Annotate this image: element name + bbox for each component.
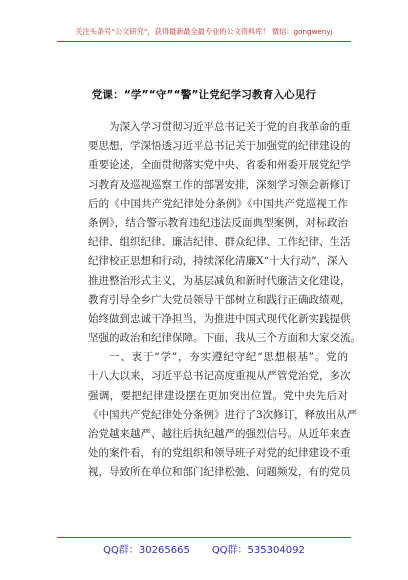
body-line: 推进整治形式主义，为基层减负和新时代廉洁文化建设， (88, 274, 351, 287)
body-line: 坚强的政治和纪律保障。下面，我从三个方面和大家交流。 (88, 332, 361, 345)
header-banner: 关注头条号“公文研究”，获得最新最全最专业的公文资料库！ 微信：gongwenyj (75, 27, 333, 36)
body-line: 处的案件看，有的党组织和领导班子对党的纪律建设不重 (88, 447, 351, 460)
body-line: 一、衷于“学”，夯实遵纪守纪“思想根基”。党的 (109, 351, 348, 364)
footer-contacts (0, 541, 408, 556)
body-line: 重要论述，全面贯彻落实党中央、省委和州委开展党纪学 (88, 159, 351, 172)
body-line: 纪律、组织纪律、廉洁纪律、群众纪律、工作纪律、生活 (88, 236, 351, 249)
footer-divider (57, 537, 351, 538)
body-line: 条例》，结合警示教育违纪违法反面典型案例，对标政治 (88, 216, 348, 229)
document-title: 党课：“学”“守”“警”让党纪学习教育入心见行 (91, 89, 317, 101)
document-body (88, 118, 361, 483)
body-line: 后的《中国共产党纪律处分条例》《中国共产党巡视工作 (88, 197, 348, 210)
body-line: 纪律校正思想和行动，持续深化清廉X“十大行动”，深入 (88, 255, 348, 268)
body-line: 要思想，学深悟透习近平总书记关于加强党的纪律建设的 (88, 140, 351, 153)
body-line: 教育引导全乡广大党员领导干部树立和践行正确政绩观， (88, 293, 351, 306)
body-line: 强调，要把纪律建设摆在更加突出位置。党中央先后对 (88, 389, 348, 402)
body-line: 视，导致所在单位和部门纪律松弛、问题频发，有的党员 (88, 466, 351, 479)
body-line: 习教育及巡视巡察工作的部署安排，深刻学习领会新修订 (88, 178, 351, 191)
footer-qq-group-1: QQ群：30265665 (103, 545, 190, 556)
body-line: 始终做到忠诚干净担当，为推进中国式现代化新实践提供 (88, 312, 351, 325)
body-line: 《中国共产党纪律处分条例》进行了3次修订，释放出从严 (88, 408, 358, 421)
header-divider (57, 41, 351, 42)
body-line: 为深入学习贯彻习近平总书记关于党的自我革命的重 (109, 121, 351, 133)
body-line: 治党越来越严、越往后执纪越严的强烈信号。从近年来查 (88, 428, 351, 440)
footer-qq-group-2: QQ群：535304092 (211, 545, 305, 556)
body-line: 十八大以来，习近平总书记高度重视从严管党治党，多次 (88, 370, 351, 383)
